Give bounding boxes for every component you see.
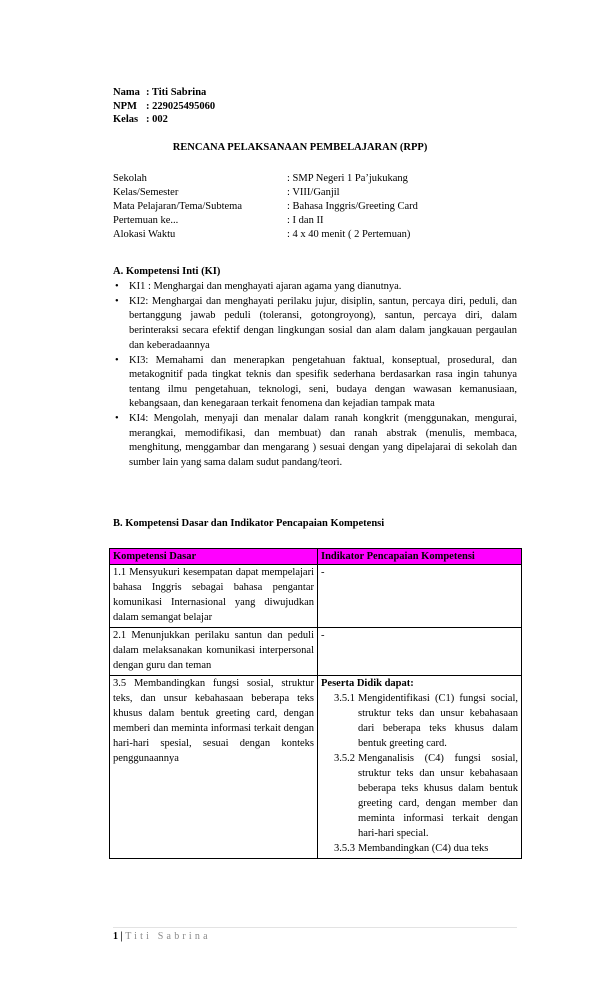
kelas-value: : 002 xyxy=(146,114,168,125)
indicator-item xyxy=(321,841,518,856)
ki-text: KI4: Mengolah, menyaji dan menalar dalam ranah kongkrit (menggunakan, mengurai, merangkai, memodifikasi, dan membuat) dan ranah abstrak (menulis, membaca, menghitung, menggambar dan mengarang ) sesuai dengan yang dipelajarai di sekolah dan sumber lain yang sama dalam sudut pandang/teori. xyxy=(129,413,517,469)
col-header-kompetensi-dasar: Kompetensi Dasar xyxy=(110,549,318,565)
info-value: : SMP Negeri 1 Pa’jukukang xyxy=(287,173,408,184)
lesson-info xyxy=(113,172,533,242)
kd-cell: 2.1 Menunjukkan perilaku santun dan peduli dalam melaksanakan komunikasi interpersonal dengan guru dan teman xyxy=(110,628,318,676)
info-label: Sekolah xyxy=(113,173,147,184)
page-number: 1 xyxy=(113,931,118,942)
section-a-heading: A. Kompetensi Inti (KI) xyxy=(113,266,221,277)
info-label: Mata Pelajaran/Tema/Subtema xyxy=(113,201,243,212)
footer-divider xyxy=(113,927,517,928)
info-label: Kelas/Semester xyxy=(113,187,179,198)
info-label: Pertemuan ke... xyxy=(113,215,179,226)
competency-table xyxy=(109,548,522,859)
bullet-icon: • xyxy=(115,413,119,425)
document-title: RENCANA PELAKSANAAN PEMBELAJARAN (RPP) xyxy=(172,142,428,153)
page-footer xyxy=(113,930,211,944)
info-value: : VIII/Ganjil xyxy=(287,187,340,198)
info-row xyxy=(113,172,533,186)
indicator-heading: Peserta Didik dapat: xyxy=(321,678,414,689)
kompetensi-inti-list xyxy=(113,280,517,471)
kd-cell: 3.5 Membandingkan fungsi sosial, struktur teks, dan unsur kebahasaan beberapa teks khusus dalam bentuk greeting card, dengan memberi dan meminta informasi terkait dengan hari-hari spesial, sesuai dengan konteks penggunaannya xyxy=(110,676,318,859)
table-row xyxy=(110,565,522,628)
indicator-cell: - xyxy=(318,565,522,628)
nama-label: Nama xyxy=(113,87,140,98)
indicator-number: 3.5.3 xyxy=(334,843,355,854)
indicator-item xyxy=(321,751,518,841)
indicator-text: Membandingkan (C4) dua teks xyxy=(358,843,489,854)
nama-value: : Titi Sabrina xyxy=(146,87,207,98)
info-value: : 4 x 40 menit ( 2 Pertemuan) xyxy=(287,229,411,240)
indicator-number: 3.5.1 xyxy=(334,693,355,704)
kelas-label: Kelas xyxy=(113,114,139,125)
bullet-icon: • xyxy=(115,281,119,292)
info-row xyxy=(113,200,533,214)
indicator-text: Menganalisis (C4) fungsi sosial, struktur teks dan unsur kebahasaan beberapa teks khusus dalam bentuk greeting card, dengan member dan meminta informasi terkait dengan hari-hari special. xyxy=(358,753,518,839)
table-header-row xyxy=(110,549,522,565)
table-row xyxy=(110,628,522,676)
list-item xyxy=(113,280,517,295)
table-row xyxy=(110,676,522,859)
list-item xyxy=(113,412,517,470)
student-identity xyxy=(113,86,215,127)
bullet-icon: • xyxy=(115,295,119,307)
identity-npm xyxy=(113,100,215,114)
info-row xyxy=(113,186,533,200)
col-header-indikator: Indikator Pencapaian Kompetensi xyxy=(318,549,522,565)
indicator-cell: - xyxy=(318,628,522,676)
info-value: : I dan II xyxy=(287,215,324,226)
info-label: Alokasi Waktu xyxy=(113,229,176,240)
indicator-text: Mengidentifikasi (C1) fungsi social, struktur teks dan unsur kebahasaan dari beberapa teks khusus dalam bentuk greeting card. xyxy=(358,693,518,749)
identity-nama xyxy=(113,86,215,100)
indicator-cell xyxy=(318,676,522,859)
npm-label: NPM xyxy=(113,100,137,112)
section-b-heading: B. Kompetensi Dasar dan Indikator Pencapaian Kompetensi xyxy=(113,518,385,529)
npm-value: : 229025495060 xyxy=(146,100,216,112)
indicator-item xyxy=(321,691,518,751)
ki-text: KI3: Memahami dan menerapkan pengetahuan faktual, konseptual, prosedural, dan metakognitif pada tingkat teknis dan spesifik sederhana berdasarkan rasa ingin tahunya tentang ilmu pengetahuan, teknologi, seni, budaya dengan wawasan kemanusiaan, kebangsaan, dan kenegaraan terkait fenomena dan kejadian tampak mata xyxy=(129,354,517,410)
list-item xyxy=(113,295,517,353)
info-row xyxy=(113,214,533,228)
list-item xyxy=(113,354,517,412)
ki-text: KI1 : Menghargai dan menghayati ajaran agama yang dianutnya. xyxy=(129,281,402,292)
ki-text: KI2: Menghargai dan menghayati perilaku jujur, disiplin, santun, percaya diri, peduli, dan bertanggung jawab peduli (toleransi, gotongroyong), santun, percaya diri, dalam berinteraksi secara efektif dengan lingkungan sosial dan alam dalam jangkauan pergaulan dan keberadaannya xyxy=(129,295,517,351)
identity-kelas xyxy=(113,113,215,127)
info-row xyxy=(113,228,533,242)
info-value: : Bahasa Inggris/Greeting Card xyxy=(287,201,418,212)
footer-separator: | xyxy=(120,931,123,942)
indicator-number: 3.5.2 xyxy=(334,753,355,764)
footer-author: Titi Sabrina xyxy=(125,931,211,942)
kd-cell: 1.1 Mensyukuri kesempatan dapat mempelajari bahasa Inggris sebagai bahasa pengantar komunikasi Internasional yang diwujudkan dalam semangat belajar xyxy=(110,565,318,628)
bullet-icon: • xyxy=(115,354,119,366)
